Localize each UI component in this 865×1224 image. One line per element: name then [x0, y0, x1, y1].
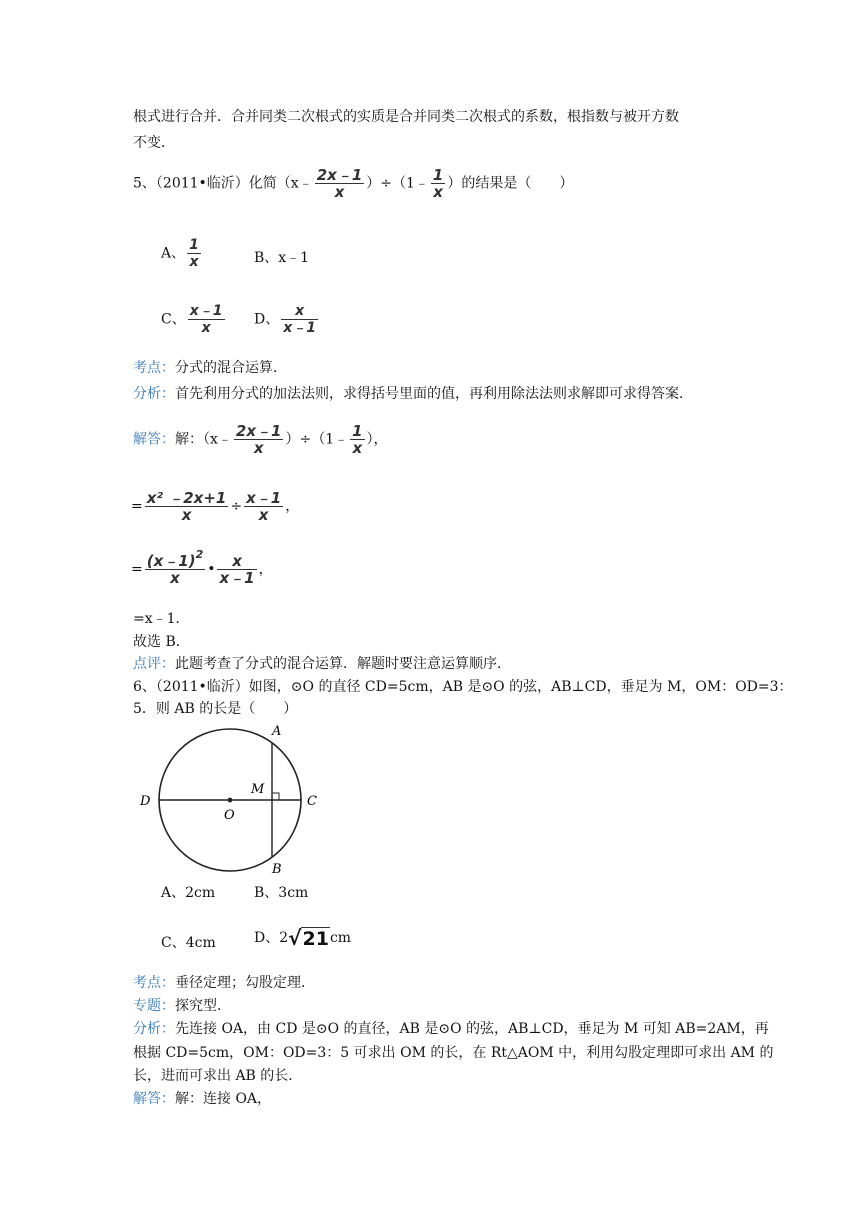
q5-step-2: = $\frac{(x﹣1)^2}{x}$ • $\frac{x}{x﹣1}$ ， [131, 548, 273, 587]
center-point-o [228, 798, 233, 803]
q5-kaodian: 考点：分式的混合运算． [133, 360, 287, 376]
q5-step-3: =x﹣1． [133, 611, 190, 627]
q6-jieda: 解答：解：连接 OA， [133, 1091, 272, 1107]
q5-stem: 5、（2011•临沂）化简（x﹣ $\frac{2x﹣1}{x}$ ）÷（1﹣ $\frac{1}{x}$ ）的结果是（ ） [133, 166, 574, 201]
label-a: A [272, 724, 282, 739]
q5-frac-2: $\frac{1}{x}$ [432, 166, 444, 201]
q5-jieda: 解答：解：（x﹣ $\frac{2x﹣1}{x}$ ）÷（1﹣ $\frac{1}{x}$ ）， [133, 422, 388, 457]
q6-fenxi-line-1: 分析：先连接 OA，由 CD 是⊙O 的直径，AB 是⊙O 的弦，AB⊥CD，垂足为 M 可知 AB=2AM，再 [133, 1021, 769, 1037]
label-b: B [272, 862, 282, 877]
intro-line-2: 不变． [133, 135, 175, 151]
q6-kaodian: 考点：垂径定理；勾股定理． [133, 975, 315, 991]
q6-option-c: C、4cm [161, 935, 216, 951]
q6-stem-line-2: 5．则 AB 的长是（ ） [133, 701, 298, 717]
q5-option-d: D、 $\frac{x}{x﹣1}$ [254, 303, 317, 336]
q5-option-c: C、 $\frac{x﹣1}{x}$ [161, 303, 223, 336]
q5-step-1: = $\frac{\text{x² ﹣2x+1}}{x}$ ÷ $\frac{x﹣1}{x}$ ， [131, 489, 300, 524]
circle-figure [135, 715, 335, 885]
q5-fenxi: 分析：首先利用分式的加法法则，求得括号里面的值，再利用除法法则求解即可求得答案． [133, 386, 693, 402]
intro-line-1: 根式进行合并．合并同类二次根式的实质是合并同类二次根式的系数，根指数与被开方数 [133, 109, 679, 125]
q5-option-a: A、 $\frac{1}{x}$ [161, 237, 199, 270]
q6-fenxi-line-2: 根据 CD=5cm，OM：OD=3：5 可求出 OM 的长，在 Rt△AOM 中，利用勾股定理即可求出 AM 的 [133, 1045, 774, 1061]
q6-option-b: B、3cm [254, 885, 309, 901]
label-o: O [224, 808, 235, 823]
right-angle-mark [272, 793, 279, 800]
q5-dianping: 点评：此题考查了分式的混合运算．解题时要注意运算顺序． [133, 656, 511, 672]
q6-option-d: D、2√21cm [254, 926, 352, 950]
label-d: D [140, 794, 151, 809]
q6-stem-line-1: 6、（2011•临沂）如图，⊙O 的直径 CD=5cm，AB 是⊙O 的弦，AB⊥CD，垂足为 M，OM：OD=3： [133, 679, 793, 695]
label-m: M [251, 782, 265, 797]
q6-zhuanti: 专题：探究型． [133, 998, 231, 1014]
label-c: C [307, 794, 317, 809]
q5-frac-1: $\frac{2x﹣1}{x}$ [316, 166, 363, 201]
q5-choice: 故选 B． [133, 634, 190, 650]
q6-option-a: A、2cm [161, 885, 216, 901]
sqrt-symbol: √21 [288, 926, 329, 950]
q5-option-b: B、x﹣1 [254, 250, 310, 266]
q6-fenxi-line-3: 长，进而可求出 AB 的长． [133, 1068, 303, 1084]
